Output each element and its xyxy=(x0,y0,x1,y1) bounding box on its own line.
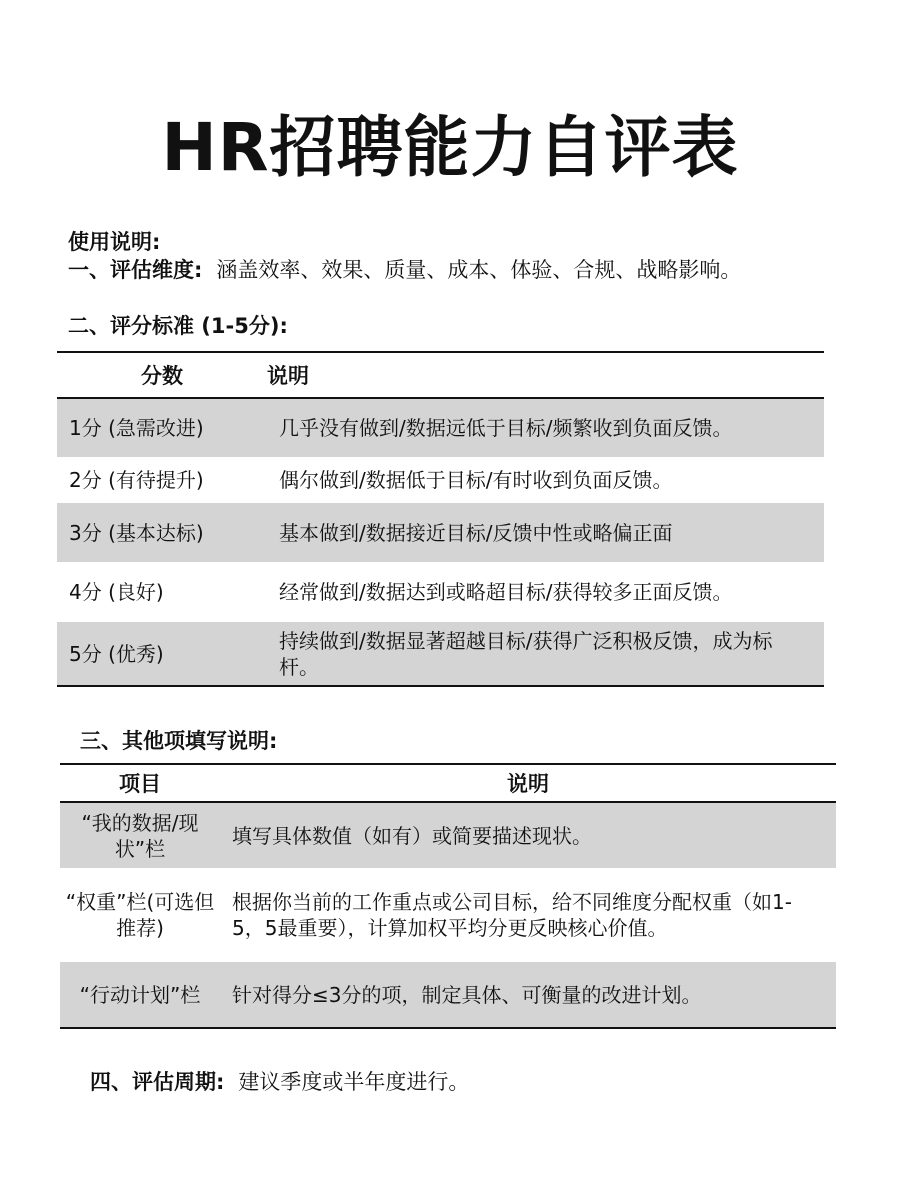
table-row xyxy=(60,802,836,868)
table-row xyxy=(57,398,824,457)
table-header-row xyxy=(60,764,836,802)
scoring-table xyxy=(57,351,824,687)
score-cell: 4分 (良好) xyxy=(69,580,164,604)
table-row xyxy=(60,868,836,962)
description-cell: 几乎没有做到/数据远低于目标/频繁收到负面反馈。 xyxy=(267,398,824,457)
table-row xyxy=(57,457,824,503)
scoring-standard-heading: 二、评分标准 (1-5分): xyxy=(68,314,288,338)
table-row xyxy=(57,562,824,622)
description-cell: 根据你当前的工作重点或公司目标，给不同维度分配权重（如1-5，5最重要），计算加权平均分更反映核心价值。 xyxy=(232,890,792,940)
table-row xyxy=(57,622,824,686)
evaluation-cycle-label: 四、评估周期: xyxy=(90,1070,225,1094)
description-cell: 偶尔做到/数据低于目标/有时收到负面反馈。 xyxy=(279,468,673,492)
other-items-heading: 三、其他项填写说明: xyxy=(80,729,278,753)
description-cell: 经常做到/数据达到或略超目标/获得较多正面反馈。 xyxy=(279,580,733,604)
score-cell: 3分 (基本达标) xyxy=(57,503,267,562)
evaluation-cycle-text: 建议季度或半年度进行。 xyxy=(238,1070,470,1094)
description-cell: 填写具体数值（如有）或简要描述现状。 xyxy=(220,802,836,868)
header-item: 项目 xyxy=(60,764,220,802)
usage-heading: 使用说明: xyxy=(68,230,161,254)
table-row xyxy=(60,962,836,1028)
table-header-row xyxy=(57,352,824,398)
table-row xyxy=(57,503,824,562)
header-description: 说明 xyxy=(220,764,836,802)
description-cell: 针对得分≤3分的项，制定具体、可衡量的改进计划。 xyxy=(220,962,836,1028)
header-description: 说明 xyxy=(267,352,824,398)
evaluation-dimensions xyxy=(68,254,741,284)
other-items-table xyxy=(60,763,836,1029)
item-cell: “权重”栏(可选但推荐) xyxy=(65,890,215,940)
score-cell: 2分 (有待提升) xyxy=(69,468,204,492)
description-cell: 持续做到/数据显著超越目标/获得广泛积极反馈，成为标杆。 xyxy=(267,622,824,686)
item-cell: “行动计划”栏 xyxy=(60,962,220,1028)
description-cell: 基本做到/数据接近目标/反馈中性或略偏正面 xyxy=(267,503,824,562)
header-score: 分数 xyxy=(57,352,267,398)
page-title: HR招聘能力自评表 xyxy=(161,109,739,186)
score-cell: 1分 (急需改进) xyxy=(57,398,267,457)
item-cell: “我的数据/现状”栏 xyxy=(60,802,220,868)
evaluation-dimensions-label: 一、评估维度: xyxy=(68,258,203,282)
score-cell: 5分 (优秀) xyxy=(57,622,267,686)
evaluation-cycle xyxy=(90,1066,469,1096)
evaluation-dimensions-text: 涵盖效率、效果、质量、成本、体验、合规、战略影响。 xyxy=(216,258,742,282)
